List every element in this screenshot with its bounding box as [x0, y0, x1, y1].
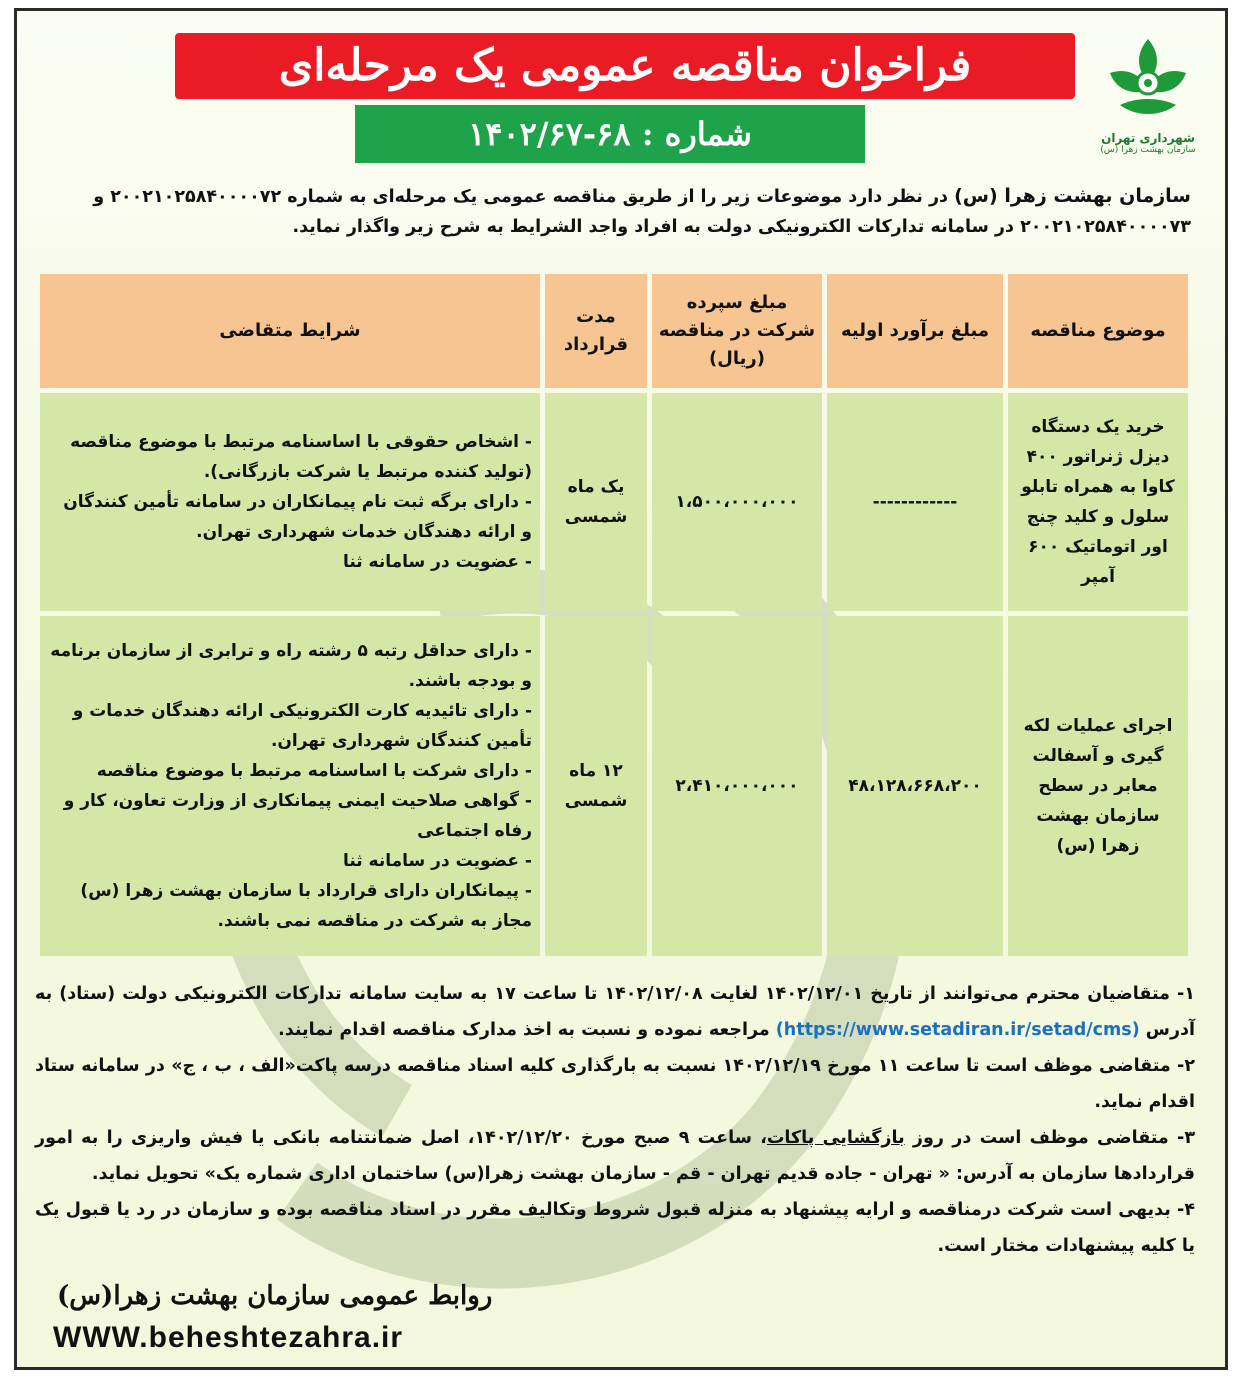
note-1: [35, 976, 1195, 1048]
note-3-text-b: ، ساعت ۹ صبح مورخ ۱۴۰۲/۱۲/۲۰، اصل ضمانتنامه بانکی یا فیش واریزی را به امور قراردادها سازمان به آدرس: « تهران - جاده قدیم تهران - قم - سازمان بهشت زهرا(س) ساختمان اداری شماره یک» تحویل نماید.: [35, 1128, 1195, 1184]
intro-text: در نظر دارد موضوعات زیر را از طریق مناقصه عمومی یک مرحله‌ای به شماره ۲۰۰۲۱۰۲۵۸۴۰۰۰۰۷۲ و ۲۰۰۲۱۰۲۵۸۴۰۰۰۰۷۳ در سامانه تدارکات الکترونیکی دولت به افراد واجد الشرایط به شرح زیر واگذار نماید.: [93, 187, 1191, 237]
tender-number: شماره : ۶۸-۱۴۰۲/۶۷: [355, 105, 865, 163]
row2-condition-6: - پیمانکاران دارای قرارداد با سازمان بهشت زهرا (س) مجاز به شرکت در مناقصه نمی باشند.: [80, 881, 532, 931]
intro-org: سازمان بهشت زهرا (س): [954, 185, 1191, 207]
tender-table: [35, 269, 1193, 961]
logo-line1: شهرداری تهران: [1101, 131, 1195, 145]
row2-duration: ۱۲ ماه شمسی: [545, 616, 647, 956]
note-3: [35, 1120, 1195, 1192]
row1-deposit: ۱،۵۰۰،۰۰۰،۰۰۰: [652, 393, 822, 611]
row2-subject: اجرای عملیات لکه گیری و آسفالت معابر در سطح سازمان بهشت زهرا (س): [1008, 616, 1188, 956]
row2-estimate: ۴۸،۱۲۸،۶۶۸،۲۰۰: [827, 616, 1003, 956]
note-4: ۴- بدیهی است شرکت درمناقصه و ارایه پیشنهاد به منزله قبول شروط وتکالیف مقرر در اسناد مناقصه بوده و سازمان در رد یا قبول یک یا کلیه پیشنهادات مختار است.: [35, 1200, 1195, 1256]
header-duration: مدت قرارداد: [545, 274, 647, 388]
setad-link[interactable]: (https://www.setadiran.ir/setad/cms): [775, 1020, 1140, 1040]
leaf-emblem-icon: [1100, 33, 1196, 129]
row2-condition-5: - عضویت در سامانه ثنا: [342, 851, 532, 871]
logo-line2: سازمان بهشت زهرا (س): [1100, 145, 1196, 155]
row2-condition-1: - دارای حداقل رتبه ۵ رشته راه و ترابری از سازمان برنامه و بودجه باشند.: [50, 641, 532, 691]
note-3-underlined: بازگشایی پاکات: [766, 1128, 905, 1148]
row1-duration: یک ماه شمسی: [545, 393, 647, 611]
footer-website-link[interactable]: WWW.beheshtezahra.ir: [53, 1321, 404, 1354]
row2-condition-2: - دارای تائیدیه کارت الکترونیکی ارائه دهندگان خدمات و تأمین کنندگان شهرداری تهران.: [72, 701, 532, 751]
note-1-text-a: ۱- متقاضیان محترم می‌توانند از تاریخ ۱۴۰۲/۱۲/۰۱ لغایت ۱۴۰۲/۱۲/۰۸ تا ساعت ۱۷ به سایت سامانه تدارکات الکترونیکی دولت (ستاد) به آدرس: [35, 984, 1195, 1040]
page-title: فراخوان مناقصه عمومی یک مرحله‌ای: [175, 33, 1075, 99]
header-estimate: مبلغ برآورد اولیه: [827, 274, 1003, 388]
header-deposit: مبلغ سپرده شرکت در مناقصه (ریال): [652, 274, 822, 388]
header-conditions: شرایط متقاضی: [40, 274, 540, 388]
row1-condition-2: - دارای برگه ثبت نام پیمانکاران در سامانه تأمین کنندگان و ارائه دهندگان خدمات شهرداری تهران.: [63, 492, 532, 542]
row2-conditions: [40, 616, 540, 956]
notes-section: [35, 976, 1195, 1264]
row1-conditions: [40, 393, 540, 611]
row1-subject: خرید یک دستگاه دیزل ژنراتور ۴۰۰ کاوا به همراه تابلو سلول و کلید چنج اور اتوماتیک ۶۰۰ آمپر: [1008, 393, 1188, 611]
table-row: [40, 616, 1188, 956]
footer-public-relations: روابط عمومی سازمان بهشت زهرا(س): [57, 1281, 493, 1311]
row2-deposit: ۲،۴۱۰،۰۰۰،۰۰۰: [652, 616, 822, 956]
advert-frame: [14, 8, 1228, 1370]
row1-estimate: ------------: [827, 393, 1003, 611]
row2-condition-4: - گواهی صلاحیت ایمنی پیمانکاری از وزارت تعاون، کار و رفاه اجتماعی: [63, 791, 532, 841]
table-row: [40, 393, 1188, 611]
note-2: ۲- متقاضی موظف است تا ساعت ۱۱ مورخ ۱۴۰۲/۱۲/۱۹ نسبت به بارگذاری کلیه اسناد مناقصه درسه پاکت«الف ، ب ، ج» در سامانه ستاد اقدام نماید.: [35, 1056, 1195, 1112]
table-header-row: [40, 274, 1188, 388]
note-3-text-a: ۳- متقاضی موظف است در روز: [904, 1128, 1195, 1148]
row1-condition-3: - عضویت در سامانه ثنا: [342, 552, 532, 572]
row1-condition-1: - اشخاص حقوقی با اساسنامه مرتبط با موضوع مناقصه (تولید کننده مرتبط یا شرکت بازرگانی).: [70, 432, 532, 482]
intro-paragraph: [41, 181, 1191, 242]
tehran-municipality-logo: [1089, 33, 1207, 173]
header-subject: موضوع مناقصه: [1008, 274, 1188, 388]
row2-condition-3: - دارای شرکت با اساسنامه مرتبط با موضوع مناقصه: [96, 761, 532, 781]
note-1-text-b: مراجعه نموده و نسبت به اخذ مدارک مناقصه اقدام نمایند.: [278, 1020, 776, 1040]
